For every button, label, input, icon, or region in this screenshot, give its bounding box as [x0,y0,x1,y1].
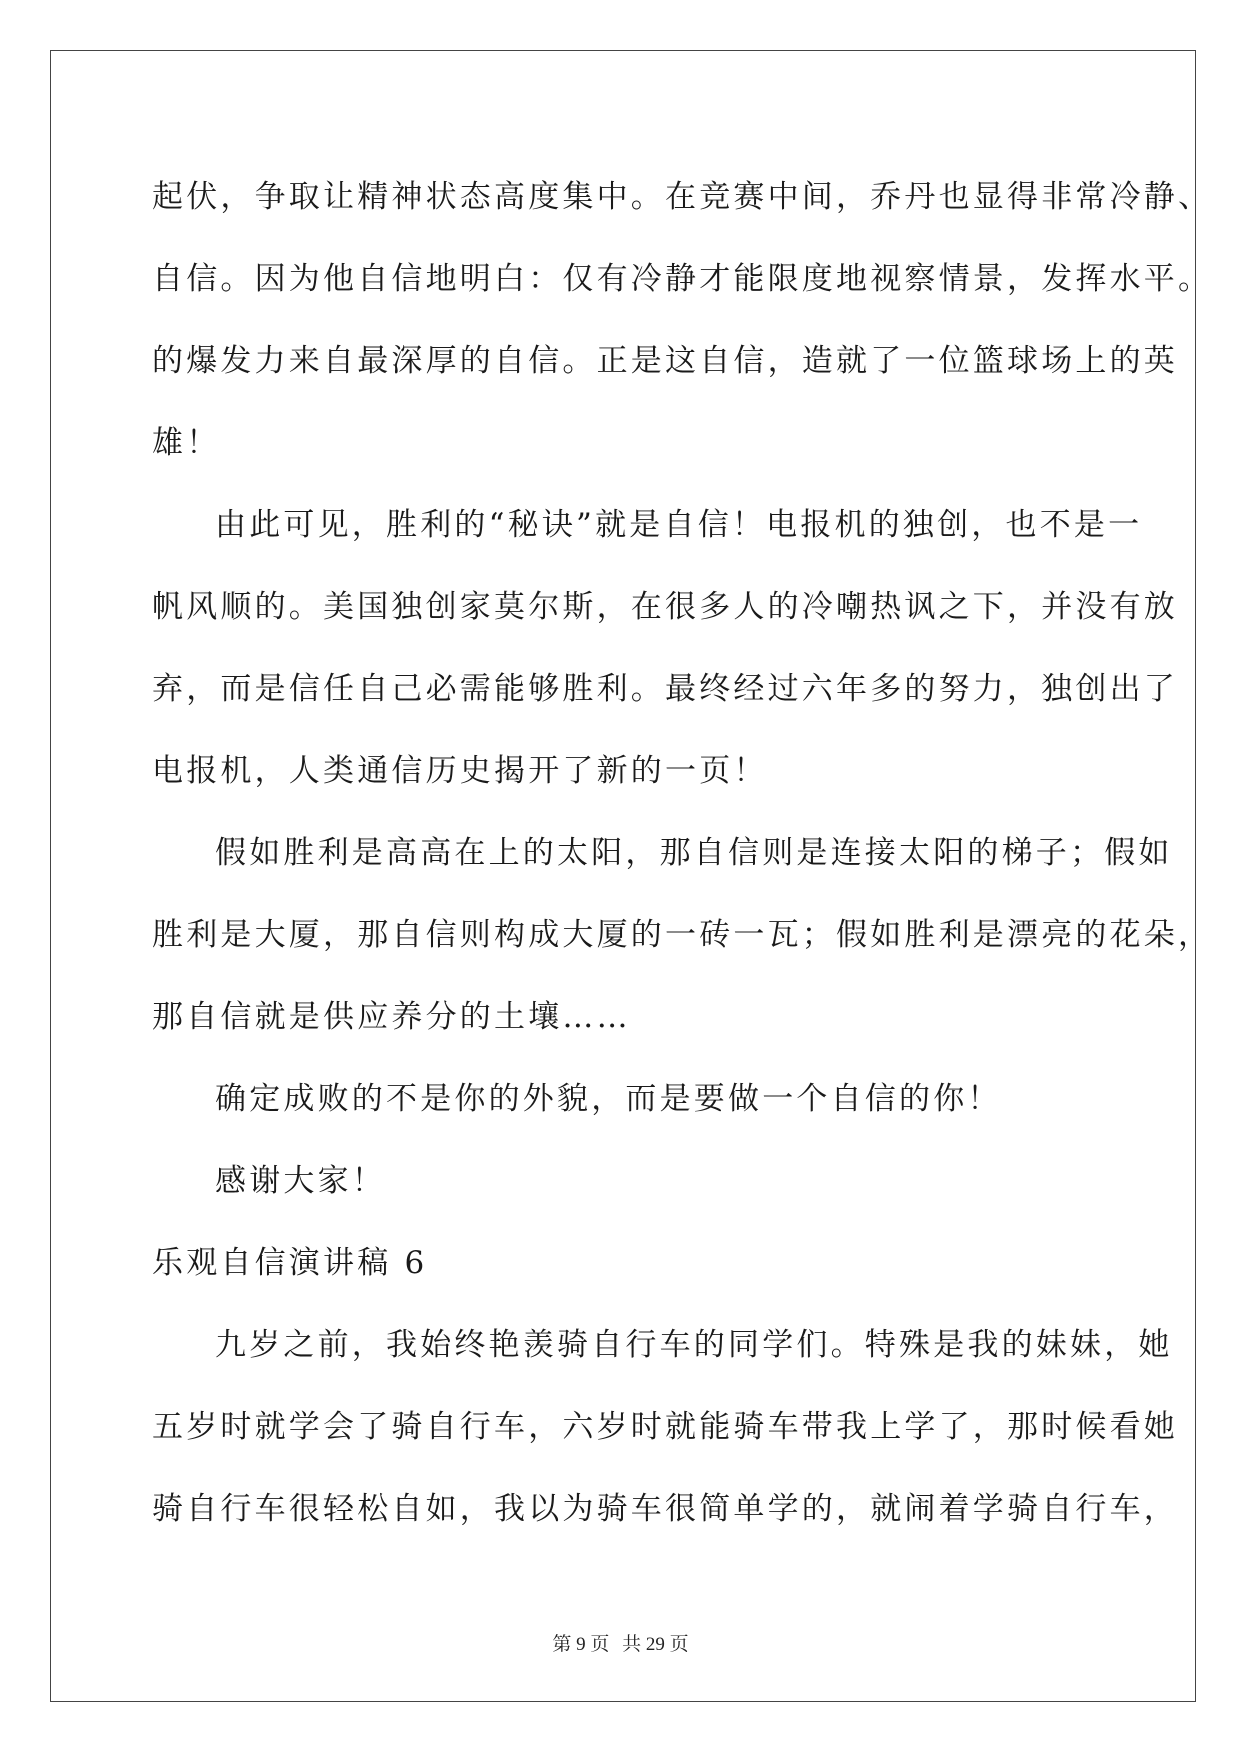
text-line: 弃，而是信任自己必需能够胜利。最终经过六年多的努力，独创出了 [152,671,1178,707]
text-line: 那自信就是供应养分的土壤…… [152,999,631,1035]
text-line: 的爆发力来自最深厚的自信。正是这自信，造就了一位篮球场上的英 [152,343,1178,379]
text-line: 起伏，争取让精神状态高度集中。在竞赛中间，乔丹也显得非常冷静、 [152,179,1213,215]
document-body [152,156,1213,1550]
text-line: 帆风顺的。美国独创家莫尔斯，在很多人的冷嘲热讽之下，并没有放 [152,589,1178,625]
paragraph-start-line: 假如胜利是高高在上的太阳，那自信则是连接太阳的梯子；假如 [215,835,1173,871]
page-number: 第 9 页 [552,1634,610,1655]
page-footer [0,1629,1241,1656]
text-line: 胜利是大厦，那自信则构成大厦的一砖一瓦；假如胜利是漂亮的花朵， [152,917,1213,953]
total-pages: 共 29 页 [622,1634,689,1655]
paragraph-start-line: 九岁之前，我始终艳羡骑自行车的同学们。特殊是我的妹妹，她 [215,1327,1173,1363]
paragraph-start-line: 由此可见，胜利的“秘诀”就是自信！电报机的独创，也不是一 [215,507,1143,543]
text-line: 五岁时就学会了骑自行车，六岁时就能骑车带我上学了，那时候看她 [152,1409,1178,1445]
text-line: 电报机，人类通信历史揭开了新的一页！ [152,753,768,789]
section-heading: 乐观自信演讲稿 6 [152,1245,428,1281]
text-line: 自信。因为他自信地明白：仅有冷静才能限度地视察情景，发挥水平。 [152,261,1213,297]
paragraph-start-line: 确定成败的不是你的外貌，而是要做一个自信的你！ [215,1081,1002,1117]
paragraph-start-line: 感谢大家！ [215,1163,386,1199]
text-line: 骑自行车很轻松自如，我以为骑车很简单学的，就闹着学骑自行车， [152,1491,1178,1527]
text-line: 雄！ [152,425,221,461]
